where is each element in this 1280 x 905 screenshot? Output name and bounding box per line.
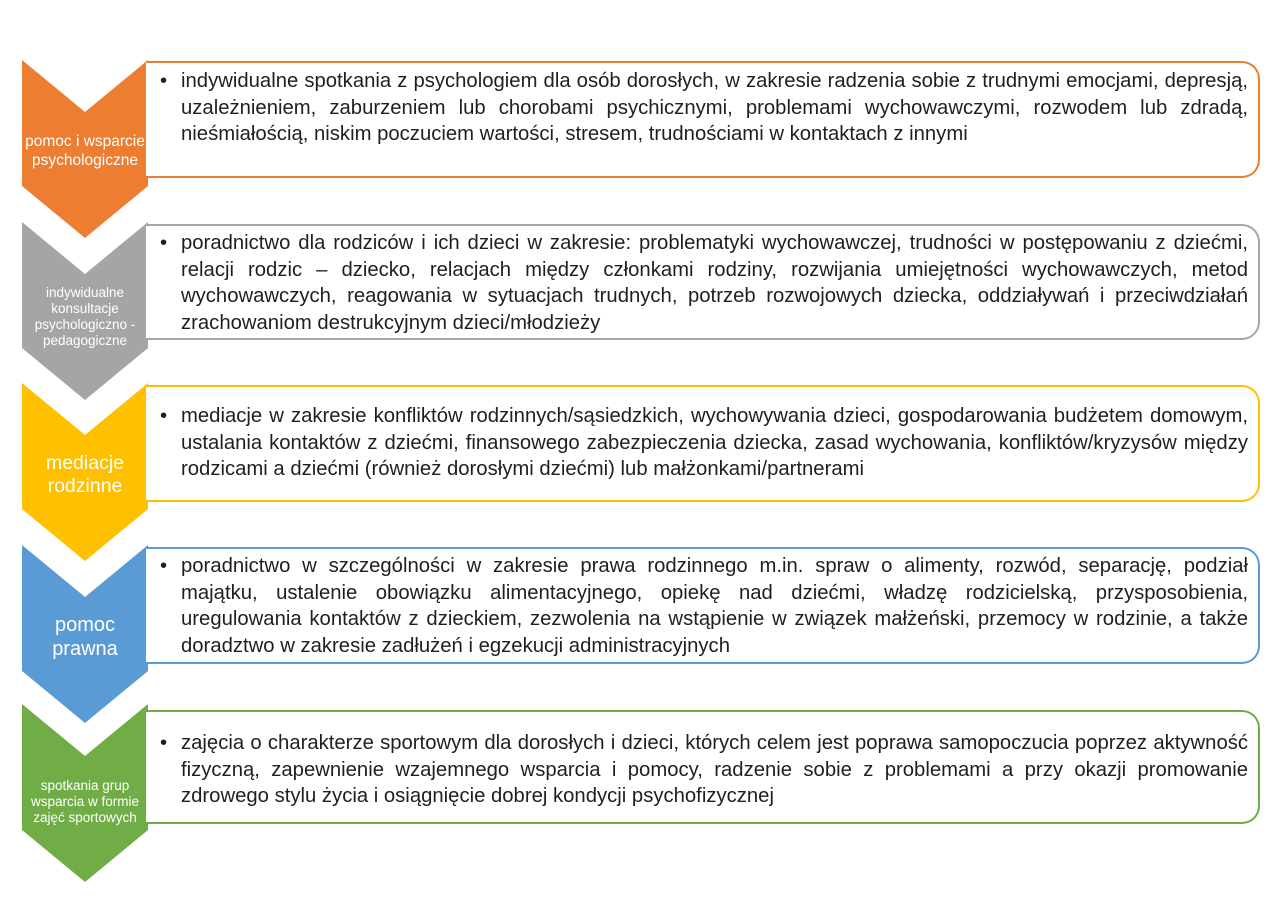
chevron-shape [22,545,148,723]
step-label: pomoc i wsparcie psychologiczne [25,133,145,169]
step-description-box [146,61,1260,178]
list-item: • indywidualne spotkania z psychologiem dla osób dorosłych, w zakresie radzenia sobie z trudnymi emocjami, depresją, uzależnieniem, zaburzeniem lub chorobami psychicznymi, problemami wychowawczymi, rozwodem lub zdradą, nieśmiałością, niskim poczuciem wartości, stresem, trudnościami w kontaktach z innymi [160,68,1248,148]
chevron-shape [22,60,148,238]
chevron-shape [22,383,148,561]
step-label: pomoc prawna [52,614,118,660]
chevron-shape [22,222,148,400]
list-item: • mediacje w zakresie konfliktów rodzinnych/sąsiedzkich, wychowywania dzieci, gospodarowania budżetem domowym, ustalania kontaktów z dziećmi, finansowego zabezpieczenia dziecka, zasad wychowania, konfliktów/kryzysów między rodzicami a dziećmi (również dorosłymi dziećmi) lub małżonkami/partnerami [160,403,1248,483]
step-description-box [146,547,1260,664]
step-label: spotkania grup wsparcia w formie zajęć sportowych [30,777,140,826]
list-item: • poradnictwo w szczególności w zakresie prawa rodzinnego m.in. spraw o alimenty, rozwód, separację, podział majątku, ustalenie obowiązku alimentacyjnego, opiekę nad dziećmi, władzę rodzicielską, przysposobienia, uregulowania kontaktów z dzieckiem, zezwolenia na wstąpienie w związek małżeński, przemocy w rodzinie, a także doradztwo w zakresie zadłużeń i egzekucji administracyjnych [160,553,1248,659]
step-label: mediacje rodzinne [45,451,125,497]
list-item: • poradnictwo dla rodziców i ich dzieci w zakresie: problematyki wychowawczej, trudności w postępowaniu z dziećmi, relacji rodzic – dziecko, relacjach między członkami rodziny, rozwijania umiejętności wychowawczych, metod wychowawczych, reagowania w sytuacjach trudnych, potrzeb rozwojowych dziecka, oddziaływań i przeciwdziałań zrachowaniom destrukcyjnym dzieci/młodzieży [160,230,1248,336]
step-description-box [146,385,1260,502]
step-description-box [146,224,1260,340]
chevron-shape [22,704,148,882]
step-label: indywidualne konsultacje psychologiczno - pedagogiczne [34,284,136,349]
list-item: • zajęcia o charakterze sportowym dla dorosłych i dzieci, których celem jest poprawa samopoczucia poprzez aktywność fizyczną, zapewnienie wzajemnego wsparcia i pomocy, radzenie sobie z problemami a przy okazji promowanie zdrowego stylu życia i osiągnięcie dobrej kondycji psychofizycznej [160,730,1248,810]
step-description-box [146,710,1260,824]
